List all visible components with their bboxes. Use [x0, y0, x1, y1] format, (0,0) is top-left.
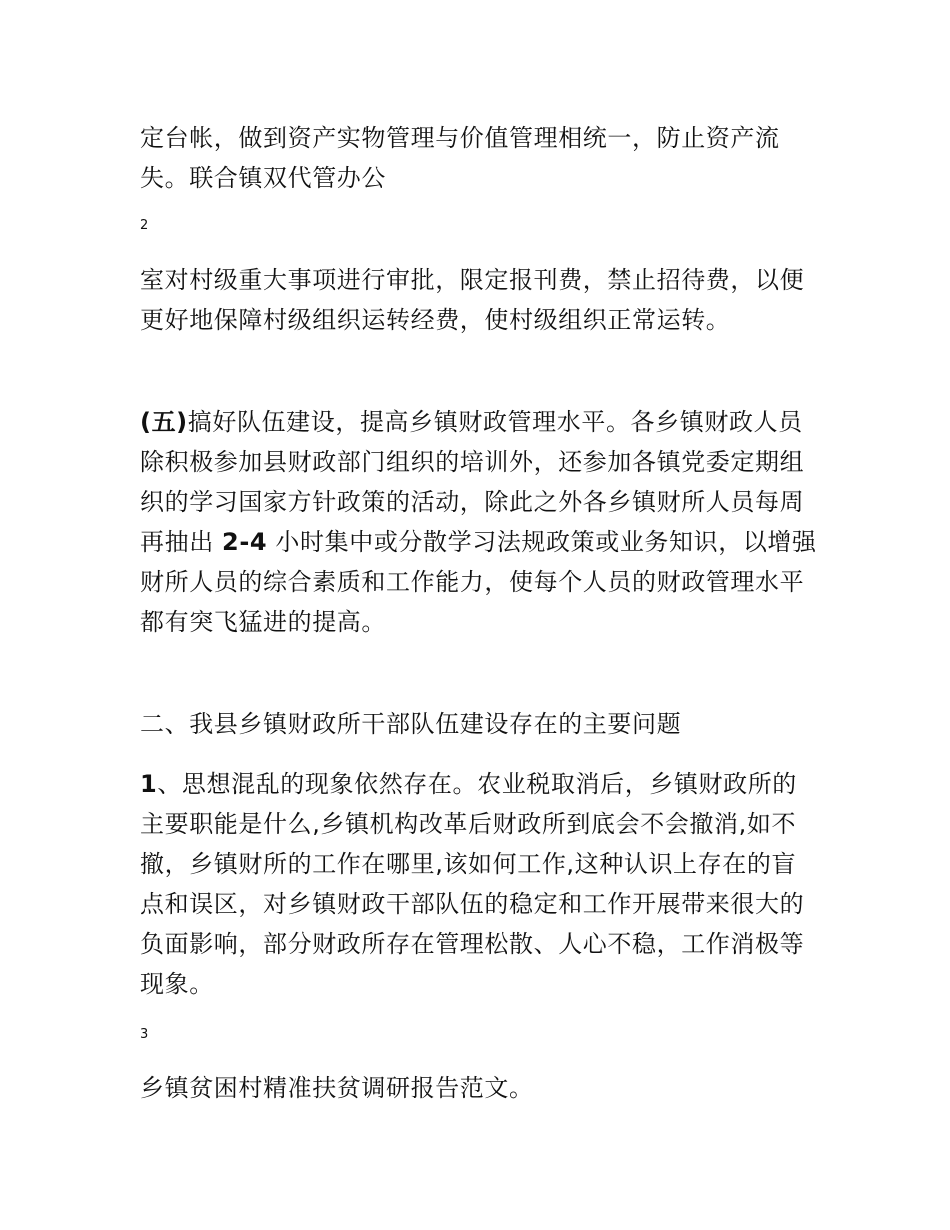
item-number: 1	[140, 770, 158, 798]
paragraph-text: 搞好队伍建设，提高乡镇财政管理水平。各乡镇财政人员除积极参加县财政部门组织的培训外，还参加各镇党委定期组织的学习国家方针政策的活动，除此之外各乡镇财所人员每周再抽出	[140, 408, 805, 556]
section-marker: (五)	[140, 408, 188, 436]
paragraph-team-building	[140, 402, 820, 642]
paragraph-problem-1	[140, 764, 820, 1004]
section-heading: 二、我县乡镇财政所干部队伍建设存在的主要问题	[140, 710, 682, 738]
paragraph-text: 小时集中或分散学习法规政策或业务知识，以增强财所人员的综合素质和工作能力，使每个人员的财政管理水平都有突飞猛进的提高。	[140, 528, 817, 636]
paragraph-text: 室对村级重大事项进行审批，限定报刊费，禁止招待费，以便更好地保障村级组织运转经费，使村级组织正常运转。	[140, 266, 805, 334]
paragraph-text: 、思想混乱的现象依然存在。农业税取消后，乡镇财政所的主要职能是什么,乡镇机构改革后财政所到底会不会撤消,如不撤，乡镇财所的工作在哪里,该如何工作,这种认识上存在的盲点和误区，对乡镇财政干部队伍的稳定和工作开展带来很大的负面影响，部分财政所存在管理松散、人心不稳，工作消极等现象。	[140, 770, 805, 998]
page-number: 3	[140, 1027, 149, 1042]
hours-range: 2-4	[222, 528, 268, 556]
paragraph-village-review	[140, 260, 820, 340]
paragraph-text: 定台帐，做到资产实物管理与价值管理相统一，防止资产流失。联合镇双代管办公	[140, 124, 780, 192]
page-number: 2	[140, 218, 149, 233]
paragraph-report-title: 乡镇贫困村精准扶贫调研报告范文。	[140, 1074, 534, 1102]
paragraph-asset-management	[140, 118, 820, 198]
